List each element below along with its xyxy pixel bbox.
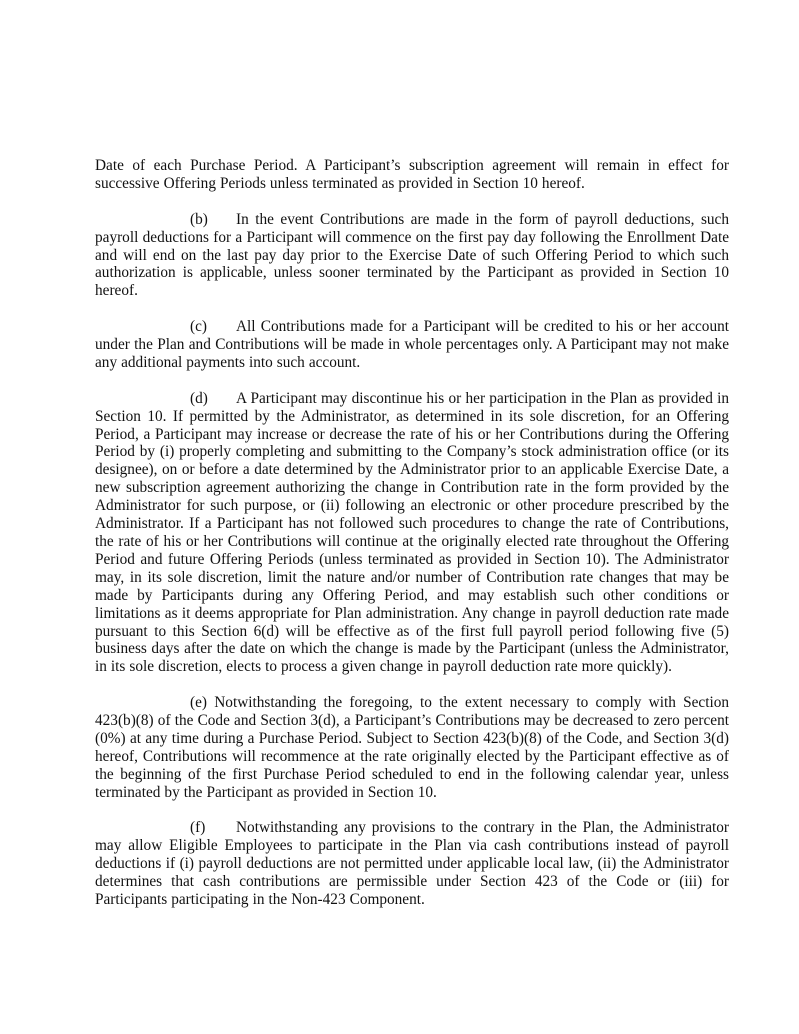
paragraph-d (95, 390, 729, 677)
paragraph-label: (f) (190, 819, 206, 837)
paragraph-label: (e) (190, 694, 207, 712)
paragraph-label: (d) (190, 389, 208, 407)
paragraph-label: (b) (190, 210, 208, 228)
paragraph-text: All Contributions made for a Participant will be credited to his or her account under the Plan and Contributions will be made in whole percentages only. A Participant may not make any additional payments into such account. (95, 318, 729, 371)
paragraph-text: Date of each Purchase Period. A Participant’s subscription agreement will remain in effect for successive Offering Periods unless terminated as provided in Section 10 hereof. (95, 157, 729, 192)
paragraph-c (95, 318, 729, 372)
paragraph-text: Notwithstanding any provisions to the contrary in the Plan, the Administrator may allow Eligible Employees to participate in the Plan via cash contributions instead of payroll deductions if (i) payroll deductions are not permitted under applicable local law, (ii) the Administrator determines that cash contributions are permissible under Section 423 of the Code or (iii) for Participants participating in the Non-423 Component. (95, 819, 729, 909)
paragraph-label: (c) (190, 318, 207, 336)
paragraph-b (95, 211, 729, 301)
paragraph-text: Notwithstanding the foregoing, to the extent necessary to comply with Section 423(b)(8) of the Code and Section 3(d), a Participant’s Contributions may be decreased to zero percent (0%) at any time during a Purchase Period. Subject to Section 423(b)(8) of the Code, and Section 3(d) hereof, Contributions will recommence at the rate originally elected by the Participant effective as of the beginning of the first Purchase Period scheduled to end in the following calendar year, unless terminated by the Participant as provided in Section 10. (95, 694, 730, 801)
paragraph-f (95, 819, 729, 909)
paragraph-continuation (95, 157, 729, 193)
paragraph-text: A Participant may discontinue his or her participation in the Plan as provided in Section 10. If permitted by the Administrator, as determined in its sole discretion, for an Offering Period, a Participant may increase or decrease the rate of his or her Contributions during the Offering Period by (i) properly completing and submitting to the Company’s stock administration office (or its designee), on or before a date determined by the Administrator prior to an applicable Exercise Date, a new subscription agreement authorizing the change in Contribution rate in the form provided by the Administrator for such purpose, or (ii) following an electronic or other procedure prescribed by the Administrator. If a Participant has not followed such procedures to change the rate of Contributions, the rate of his or her Contributions will continue at the originally elected rate throughout the Offering Period and future Offering Periods (unless terminated as provided in Section 10). The Administrator may, in its sole discretion, limit the nature and/or number of Contribution rate changes that may be made by Participants during any Offering Period, and may establish such other conditions or limitations as it deems appropriate for Plan administration. Any change in payroll deduction rate made pursuant to this Section 6(d) will be effective as of the first full payroll period following five (5) business days after the date on which the change is made by the Participant (unless the Administrator, in its sole discretion, elects to process a given change in payroll deduction rate more quickly). (95, 389, 729, 676)
paragraph-e (95, 694, 729, 801)
document-page (95, 157, 729, 927)
paragraph-text: In the event Contributions are made in the form of payroll deductions, such payroll deductions for a Participant will commence on the first pay day following the Enrollment Date and will end on the last pay day prior to the Exercise Date of such Offering Period to which such authorization is applicable, unless sooner terminated by the Participant as provided in Section 10 hereof. (95, 210, 729, 300)
